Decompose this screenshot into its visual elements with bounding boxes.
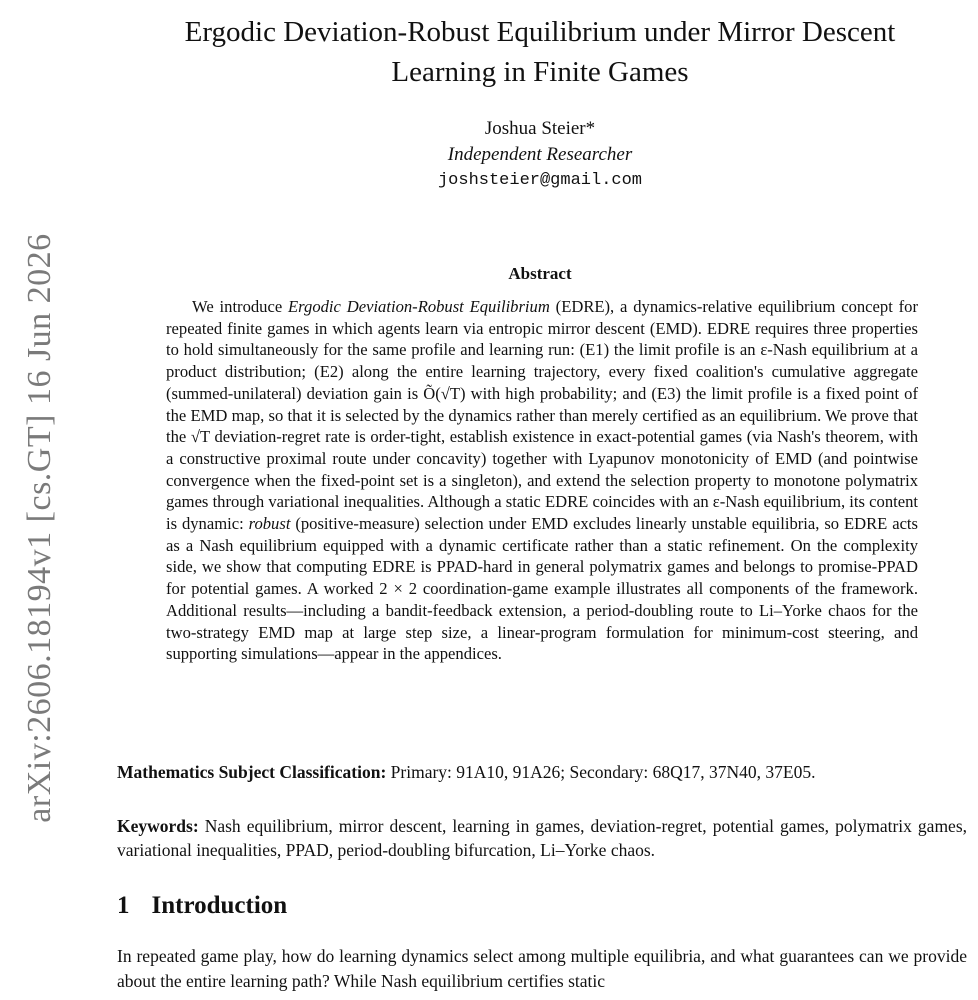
title-line-1: Ergodic Deviation-Robust Equilibrium under Mirror Descent xyxy=(184,16,896,48)
intro-paragraph: In repeated game play, how do learning dynamics select among multiple equilibria, and what guarantees can we provide about the entire learning path? While Nash equilibrium certifies static xyxy=(117,946,967,991)
section-number: 1 xyxy=(117,892,130,919)
keywords-text: Nash equilibrium, mirror descent, learning in games, deviation-regret, potential games, polymatrix games, variational inequalities, PPAD, period-doubling bifurcation, Li–Yorke chaos. xyxy=(117,816,968,860)
abstract-body xyxy=(166,296,918,665)
paper-title xyxy=(120,12,960,92)
abstract-part-1: (EDRE), a dynamics-relative equilibrium concept for repeated finite games in which agents learn via entropic mirror descent (EMD). EDRE requires three properties to hold simultaneously for the same profile and learning run: (E1) the limit profile is an ε-Nash equilibrium at a product distribution; (E2) along the entire learning trajectory, every fixed coalition's cumulative aggregate (summed-unilateral) deviation gain is Õ(√T) with high probability; and (E3) the limit profile is a fixed point of the EMD map, so that it is selected by the dynamics rather than merely certified as an equilibrium. We prove that the √T deviation-regret rate is order-tight, establish existence in exact-potential games (via Nash's theorem, with a constructive proximal route under concavity) together with Lyapunov monotonicity of EMD (and pointwise convergence when the fixed-point set is a singleton), and extend the selection property to monotone polymatrix games through variational inequalities. Although a static EDRE coincides with an ε-Nash equilibrium, its content is dynamic: xyxy=(166,297,918,534)
section-heading xyxy=(117,892,309,920)
author-email: joshsteier@gmail.com xyxy=(437,171,643,190)
abstract-part-2: (positive-measure) selection under EMD excludes linearly unstable equilibria, so EDRE acts as a Nash equilibrium equipped with a dynamic certificate rather than a static refinement. On the complexity side, we show that computing EDRE is PPAD-hard in general polymatrix games and belongs to promise-PPAD for potential games. A worked 2 × 2 coordination-game example illustrates all components of the framework. Additional results—including a bandit-feedback extension, a period-doubling route to Li–Yorke chaos for the two-strategy EMD map at large step size, a linear-program formulation for minimum-cost steering, and supporting simulations—appear in the appendices. xyxy=(166,514,918,664)
abstract-robust: robust xyxy=(248,514,291,534)
author-block xyxy=(120,116,960,194)
abstract-intro: We introduce xyxy=(192,297,283,316)
msc-label: Mathematics Subject Classification: xyxy=(117,762,387,782)
author-name: Joshua Steier* xyxy=(484,118,596,139)
keywords-label: Keywords: xyxy=(117,816,199,836)
msc-text: Primary: 91A10, 91A26; Secondary: 68Q17, 37N40, 37E05. xyxy=(390,762,816,782)
abstract-paragraph xyxy=(166,296,918,665)
title-line-2: Learning in Finite Games xyxy=(391,56,689,88)
arxiv-identifier: arXiv:2606.18194v1 [cs.GT] 16 Jun 2026 xyxy=(21,233,58,823)
keywords xyxy=(117,814,967,862)
author-affiliation: Independent Researcher xyxy=(447,144,633,165)
abstract-term: Ergodic Deviation-Robust Equilibrium xyxy=(288,297,550,316)
abstract-heading: Abstract xyxy=(508,264,572,283)
msc-classification xyxy=(117,760,967,784)
section-title: Introduction xyxy=(151,892,288,919)
